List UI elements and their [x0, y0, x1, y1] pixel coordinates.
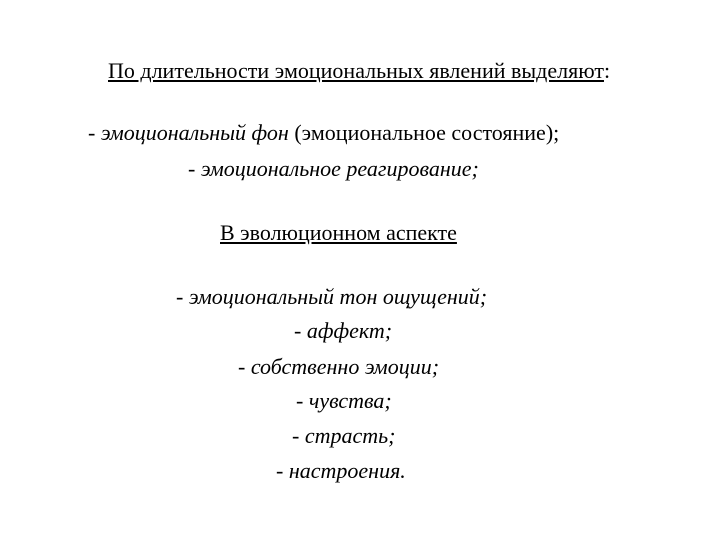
list-item-emotional-tone: - эмоциональный тон ощущений; — [176, 284, 488, 309]
list-item-feelings: - чувства; — [296, 388, 392, 413]
slide-title-colon: : — [603, 58, 611, 83]
list-item-emotional-background — [88, 120, 559, 146]
emotional-background-term: - эмоциональный фон — [88, 120, 289, 145]
list-item-affect: - аффект; — [294, 318, 393, 343]
list-item-moods: - настроения. — [276, 458, 406, 483]
list-item-emotions: - собственно эмоции; — [238, 354, 440, 379]
list-item-passion: - страсть; — [292, 423, 396, 448]
evolution-heading: В эволюционном аспекте — [220, 220, 457, 245]
slide-title-text: По длительности эмоциональных явлений выделяют — [108, 58, 604, 83]
list-item-emotional-reaction: - эмоциональное реагирование; — [188, 156, 479, 181]
slide-title — [108, 58, 610, 84]
emotional-background-note: (эмоциональное состояние); — [288, 120, 560, 145]
